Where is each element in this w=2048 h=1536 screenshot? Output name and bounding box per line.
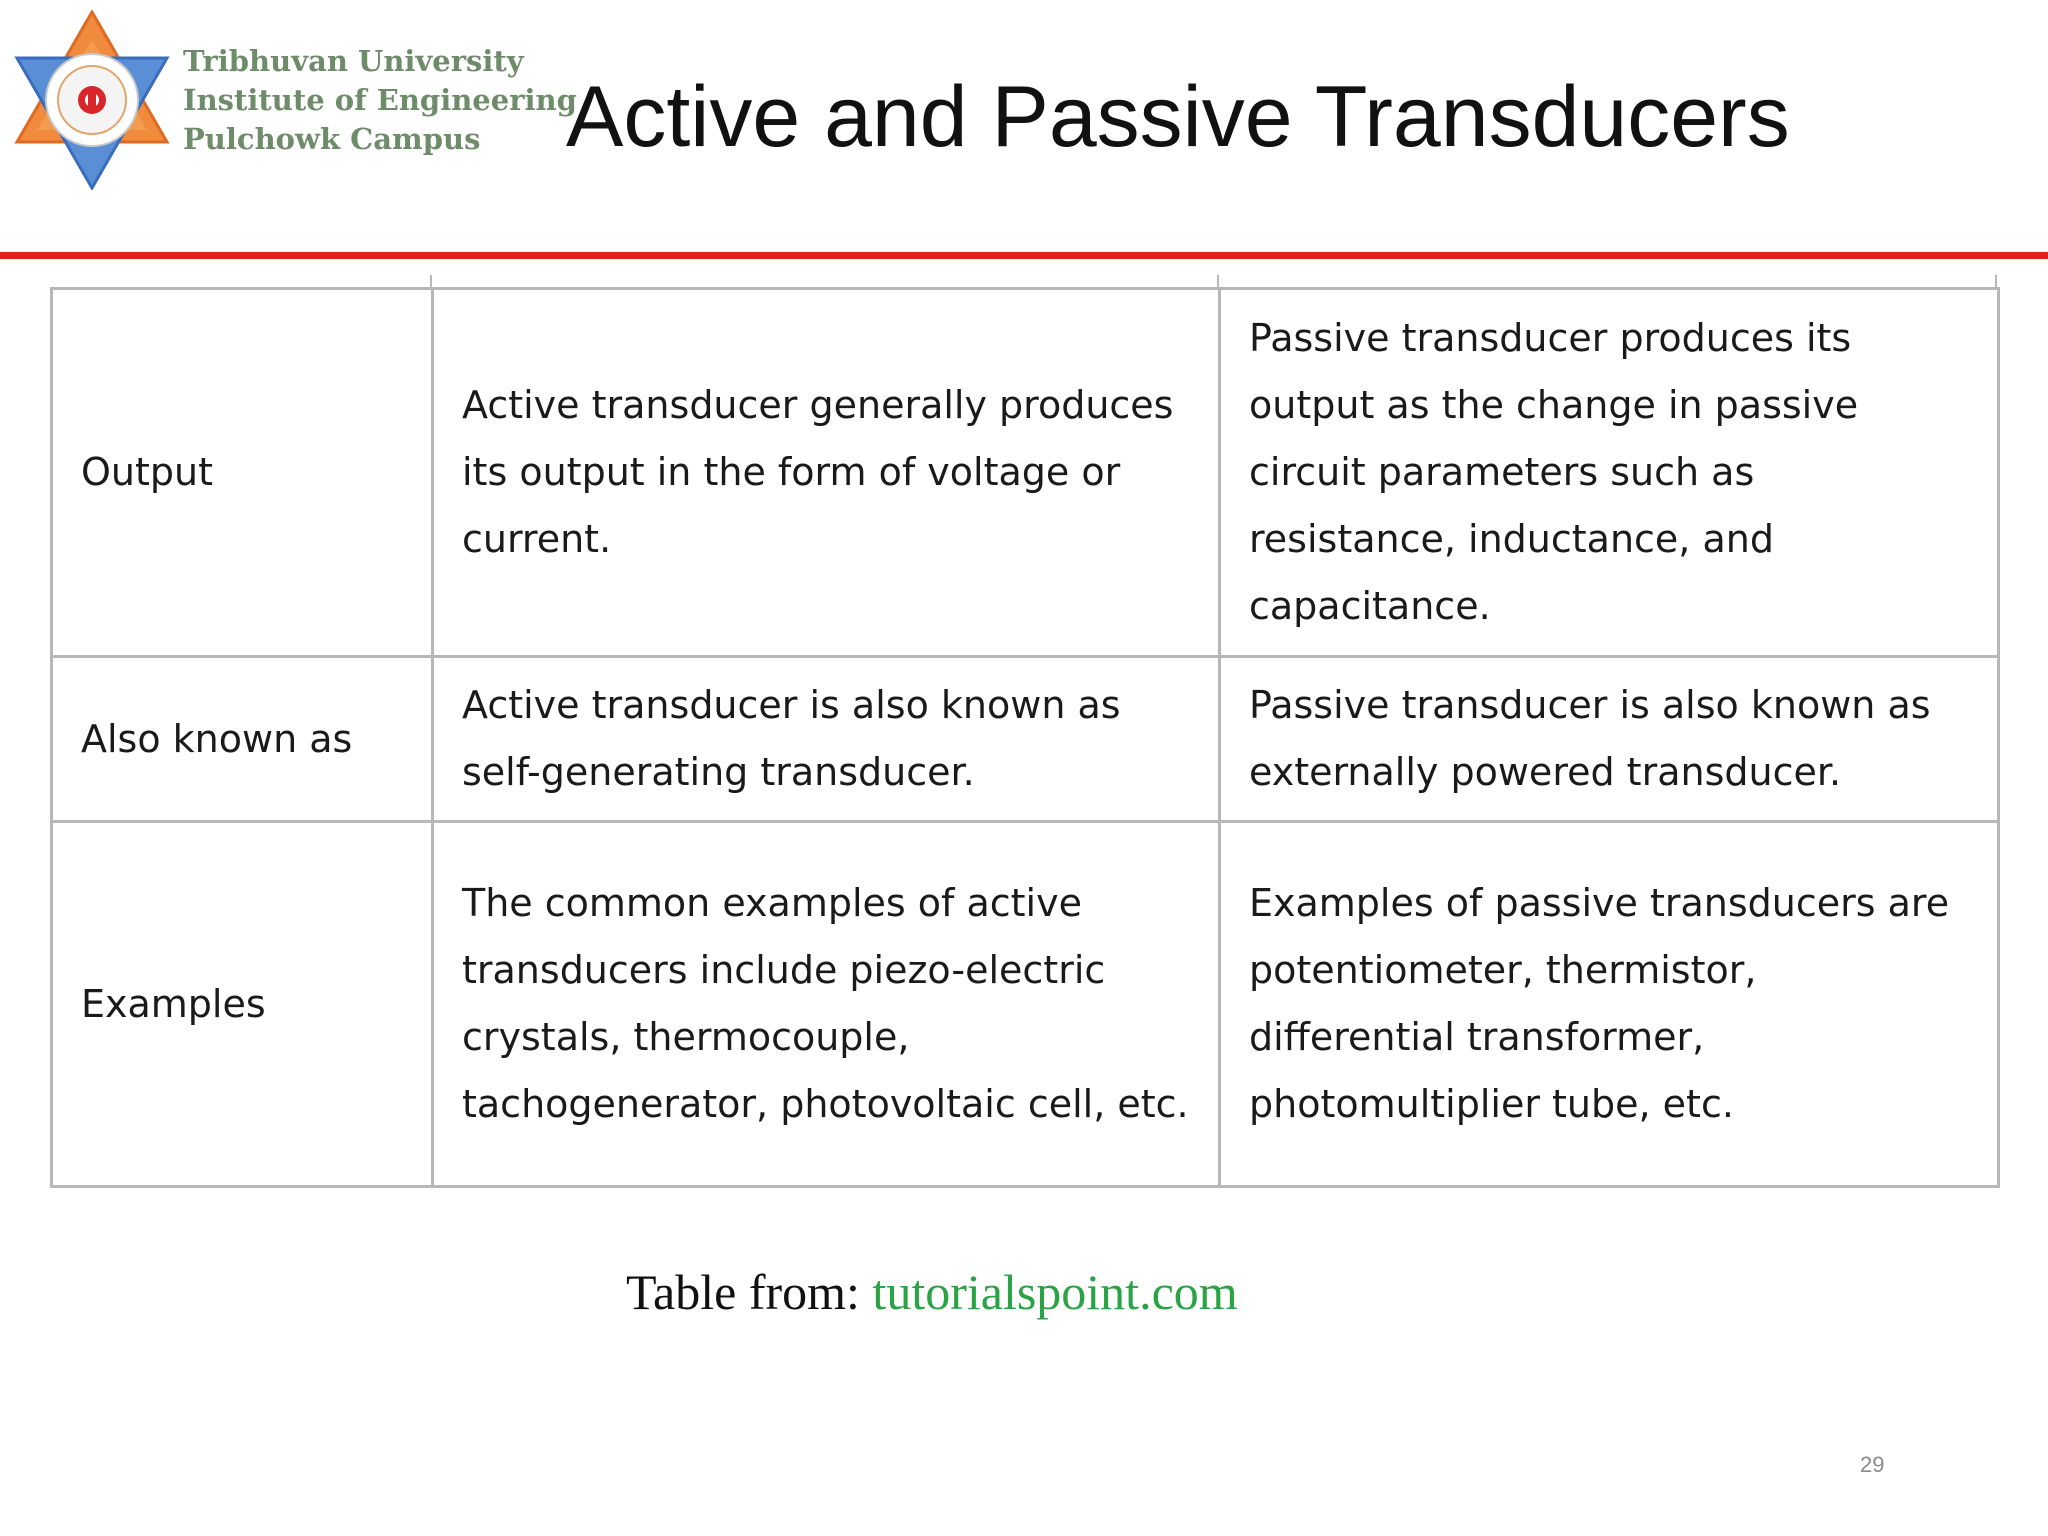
page-number: 29 (1860, 1452, 1885, 1477)
institution-line-campus: Pulchowk Campus (183, 122, 481, 156)
source-prefix: Table from: (626, 1264, 873, 1320)
comparison-table-container (50, 275, 1997, 1190)
table-row (52, 289, 1999, 657)
institution-line-university: Tribhuvan University (183, 44, 524, 78)
slide-title: Active and Passive Transducers (566, 69, 1790, 165)
active-cell-also-known-as: Active transducer is also known as self-generating transducer. (433, 657, 1220, 822)
table-row (52, 657, 1999, 822)
row-label-examples: Examples (52, 822, 433, 1187)
active-cell-output: Active transducer generally produces its output in the form of voltage or current. (433, 289, 1220, 657)
institution-line-institute: Institute of Engineering (183, 83, 577, 117)
row-label-also-known-as: Also known as (52, 657, 433, 822)
row-label-output: Output (52, 289, 433, 657)
source-link[interactable]: tutorialspoint.com (872, 1264, 1238, 1320)
table-row (52, 822, 1999, 1187)
comparison-table (50, 287, 2000, 1188)
passive-cell-also-known-as: Passive transducer is also known as externally powered transducer. (1220, 657, 1999, 822)
passive-cell-examples: Examples of passive transducers are potentiometer, thermistor, differential transformer, photomultiplier tube, etc. (1220, 822, 1999, 1187)
institution-name (183, 42, 577, 159)
passive-cell-output: Passive transducer produces its output as the change in passive circuit parameters such as resistance, inductance, and capacitance. (1220, 289, 1999, 657)
active-cell-examples: The common examples of active transducers include piezo-electric crystals, thermocouple, tachogenerator, photovoltaic cell, etc. (433, 822, 1220, 1187)
tribhuvan-university-emblem-icon (12, 10, 172, 190)
table-source-credit (626, 1260, 1238, 1324)
title-divider (0, 252, 2048, 259)
